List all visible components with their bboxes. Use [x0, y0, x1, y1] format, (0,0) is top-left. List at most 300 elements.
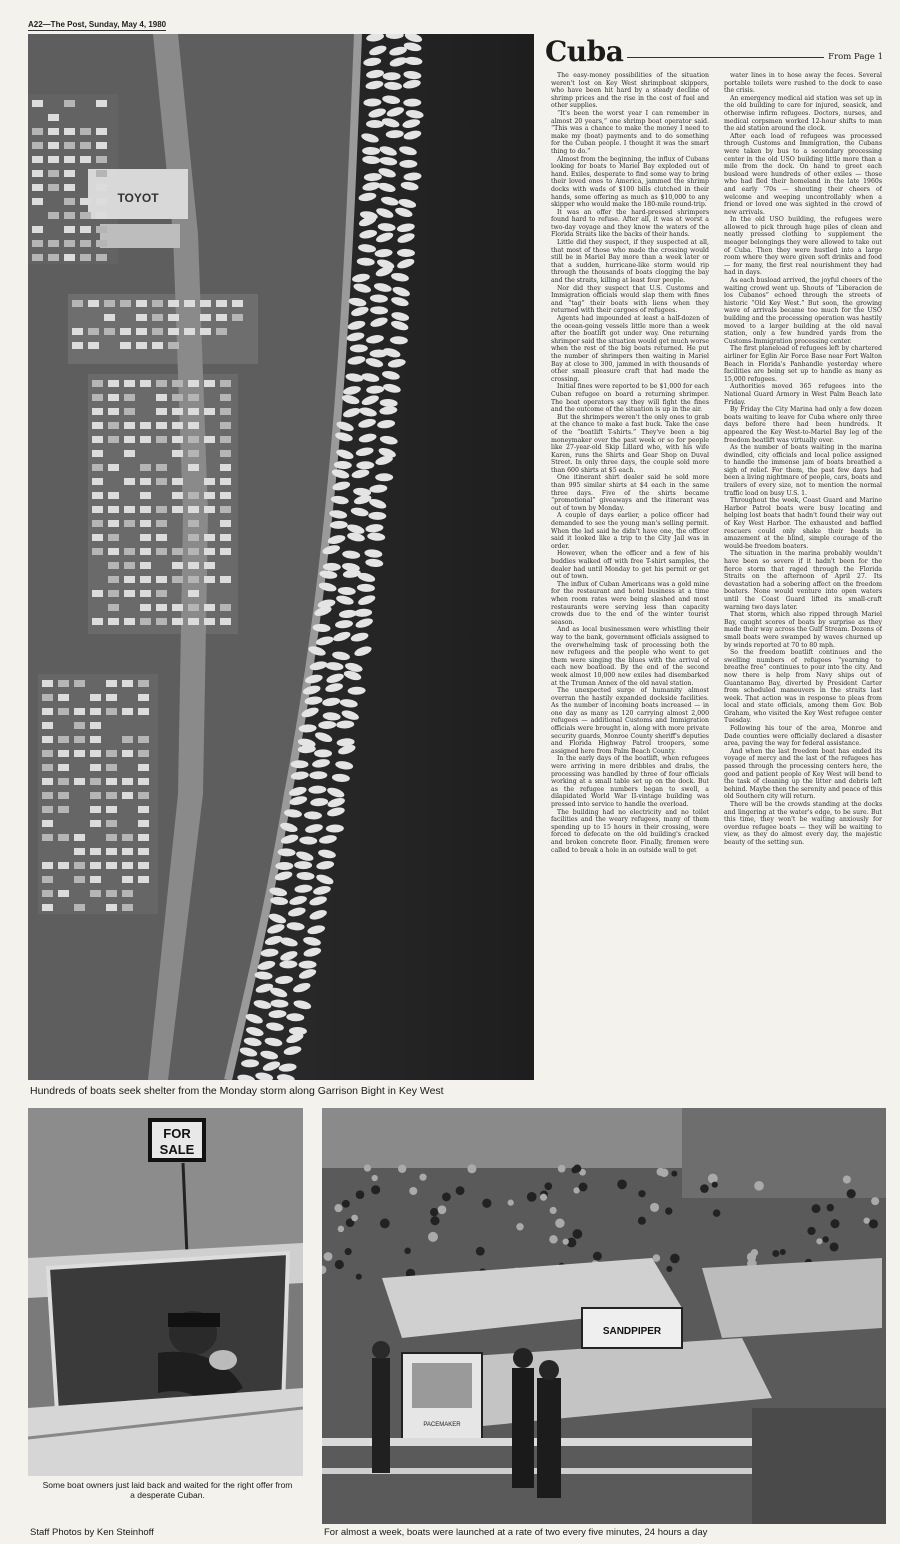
parked-car [90, 792, 101, 799]
parked-car [188, 604, 199, 611]
parked-car [172, 450, 183, 457]
parked-car [90, 750, 101, 757]
parked-car [140, 506, 151, 513]
crowd-person [342, 1200, 350, 1208]
folio-line: A22—The Post, Sunday, May 4, 1980 [28, 20, 167, 29]
article-paragraph: Throughout the week, Coast Guard and Marine Harbor Patrol boats were busy locating and helping lost boats that hadn't found their way out of Key West Harbor. The exhausted and baffled rescuers could only shake their heads in amazement at the blind, simple courage of the would-be freedom boaters. [724, 497, 882, 550]
parked-car [204, 478, 215, 485]
parked-car [74, 862, 85, 869]
article-paragraph: So the freedom boatlift continues and the swelling numbers of refugees “yearning to breathe free” continues to pour into the city. And now there is help from Navy ships out of Guantanamo Bay, diverted by President Carter from scheduled maneuvers in the straits last week. That action was in response to pleas from local and state officials, among them Gov. Bob Graham, who visited the Key West refugee center Tuesday. [724, 649, 882, 725]
parked-car [124, 408, 135, 415]
parked-car [58, 890, 69, 897]
parked-car [120, 300, 131, 307]
article-paragraph: Almost from the beginning, the influx of Cubans looking for boats to Mariel Bay exploded out of hand. Exiles, desperate to find some way to bring their loved ones to America, jammed the shrimp docks with wads of $100 bills clutched in their hands, some offering as much as $10,000 to any skipper who would make the 180-mile round-trip. [551, 155, 709, 209]
crowd-person [713, 1209, 721, 1217]
article-paragraph: A couple of days earlier, a police officer had demanded to see the young man's selling permit. When the lad said he didn't have one, the officer said it looked like a trip to the City Jail was in order. [551, 512, 709, 550]
parked-car [168, 342, 179, 349]
parked-car [188, 534, 199, 541]
parked-car [138, 876, 149, 883]
parked-car [124, 618, 135, 625]
article-paragraph: And when the last freedom boat has ended its voyage of mercy and the last of the refugees has passed through the processing centers here, the good and patient people of Key West will bend to the task of cleaning up the litter and debris left behind. Maybe then the serenity and peace of this old Southern city will return. [724, 747, 882, 801]
crowd-person [371, 1185, 380, 1194]
parked-car [90, 890, 101, 897]
parked-car [140, 534, 151, 541]
parked-car [204, 436, 215, 443]
crowd-person [555, 1218, 564, 1227]
parked-car [32, 170, 43, 177]
parked-car [48, 142, 59, 149]
headline-row [545, 30, 883, 66]
parked-car [108, 408, 119, 415]
parked-car [156, 548, 167, 555]
parked-car [42, 694, 53, 701]
parked-car [136, 300, 147, 307]
crowd-person [666, 1266, 672, 1272]
parked-car [188, 618, 199, 625]
parked-car [172, 604, 183, 611]
parked-car [64, 100, 75, 107]
article-paragraph: One itinerant shirt dealer said he sold more than 995 similar shirts at $4 each in the same three days. Five of the shirts became “promotional” giveaways and the itinerant was out of town by Monday. [551, 474, 709, 512]
article-paragraph: The easy-money possibilities of the situation weren't lost on Key West shrimpboat skippers, who have been hit hard by a steady decline of shrimp prices and the rise in the cost of fuel and other supplies. [551, 72, 709, 110]
for-sale-sign-line-2: SALE [159, 1142, 195, 1157]
parked-car [106, 890, 117, 897]
crowd-person [593, 1252, 602, 1261]
parked-car [124, 436, 135, 443]
crowd-person [351, 1215, 358, 1222]
article-paragraph: And as local businessmen were whistling their way to the bank, government officials assigned to the overwhelming task of processing both the new refugees and the people who went to get them were singing the blues with the arrival of each new boatload. By the end of the second week almost 10,000 new exiles had disembarked at the Truman Annex of the old naval station. [551, 626, 709, 687]
parked-car [74, 750, 85, 757]
crowd-person [812, 1204, 821, 1213]
parked-car [140, 548, 151, 555]
parked-car [42, 820, 53, 827]
parked-car [108, 464, 119, 471]
parked-car [156, 408, 167, 415]
parked-car [106, 708, 117, 715]
parked-car [172, 576, 183, 583]
crowd-person [780, 1249, 786, 1255]
article-paragraph: But the shrimpers weren't the only ones to grab at the chance to make a fast buck. Take the case of the “boatlift T-shirts.” They've been a big moneymaker over the past week or so for people like 27-year-old Skip Lillard who, with his wife Karen, runs the Shirts and Gear Shop on Duval Street. In only three days, the couple sold more than 600 shirts at $5 each. [551, 413, 709, 474]
parked-car [74, 708, 85, 715]
parked-car [58, 708, 69, 715]
crowd-person [438, 1205, 447, 1214]
parked-car [58, 680, 69, 687]
parked-car [96, 142, 107, 149]
parked-car [90, 778, 101, 785]
parked-car [204, 408, 215, 415]
boat-launch-photo [322, 1108, 886, 1524]
parked-car [188, 506, 199, 513]
parked-car [108, 534, 119, 541]
parked-car [90, 694, 101, 701]
parked-car [188, 450, 199, 457]
parked-car [122, 736, 133, 743]
parked-car [140, 562, 151, 569]
crowd-person [638, 1217, 646, 1225]
parked-car [172, 492, 183, 499]
aerial-caption: Hundreds of boats seek shelter from the Monday storm along Garrison Bight in Key West [30, 1085, 444, 1097]
parked-car [220, 492, 231, 499]
parked-car [42, 722, 53, 729]
parked-car [124, 422, 135, 429]
parked-car [232, 314, 243, 321]
parked-car [168, 328, 179, 335]
parked-car [156, 534, 167, 541]
parked-car [32, 142, 43, 149]
parked-car [92, 436, 103, 443]
parked-car [108, 618, 119, 625]
parked-car [96, 198, 107, 205]
parked-car [138, 750, 149, 757]
parked-car [188, 492, 199, 499]
parked-car [152, 314, 163, 321]
parked-car [58, 792, 69, 799]
parked-car [64, 212, 75, 219]
parked-car [220, 408, 231, 415]
parked-car [80, 226, 91, 233]
parked-car [92, 548, 103, 555]
parked-car [80, 142, 91, 149]
parked-car [188, 436, 199, 443]
parked-car [106, 694, 117, 701]
parked-car [108, 380, 119, 387]
parked-car [92, 394, 103, 401]
parked-car [188, 562, 199, 569]
parked-car [220, 604, 231, 611]
crowd-person [442, 1193, 451, 1202]
parked-car [122, 848, 133, 855]
parked-car [138, 694, 149, 701]
parked-car [90, 736, 101, 743]
parked-car [124, 548, 135, 555]
parked-car [138, 848, 149, 855]
crowd-person [772, 1250, 779, 1257]
parked-car [104, 328, 115, 335]
parked-car [88, 342, 99, 349]
parked-car [220, 520, 231, 527]
parked-car [92, 534, 103, 541]
parked-car [220, 422, 231, 429]
boat-launch-illustration [322, 1108, 886, 1524]
crowd-person [843, 1175, 851, 1183]
parked-car [92, 464, 103, 471]
headline-rule [627, 57, 824, 58]
parked-car [74, 778, 85, 785]
parked-car [220, 534, 231, 541]
parked-car [74, 904, 85, 911]
parked-car [122, 862, 133, 869]
parked-car [32, 156, 43, 163]
parked-car [64, 142, 75, 149]
parked-car [96, 170, 107, 177]
crowd-person [430, 1208, 438, 1216]
parked-car [120, 342, 131, 349]
parked-car [172, 422, 183, 429]
parked-car [74, 722, 85, 729]
parked-car [32, 100, 43, 107]
parked-car [172, 408, 183, 415]
parked-car [216, 314, 227, 321]
boat-owner-illustration [28, 1108, 303, 1476]
parked-car [104, 300, 115, 307]
parked-car [122, 680, 133, 687]
parked-car [90, 876, 101, 883]
article-paragraph: An emergency medical aid station was set up in the old building to care for injured, seasick, and otherwise infirm refugees. Doctors, nurses, and medical corpsmen worked 12-hour shifts to man the aid station around the clock. [724, 94, 882, 133]
crowd-person [558, 1165, 566, 1173]
crowd-person [822, 1236, 828, 1242]
parked-car [64, 128, 75, 135]
parked-car [138, 736, 149, 743]
aerial-photo [28, 34, 534, 1080]
parked-car [220, 394, 231, 401]
parked-car [72, 342, 83, 349]
parked-car [106, 834, 117, 841]
article-paragraph: The building had no electricity and no toilet facilities and the weary refugees, many of them spending up to 15 hours in their crossing, were forced to defecate on the old building's cracked and broken concrete floor. Finally, firemen were called to break a hole in an outside wall to get [551, 808, 709, 854]
parked-car [124, 380, 135, 387]
article-paragraph: In the early days of the boatlift, when refugees were arriving in mere dribbles and drabs, the processing was handled by three of four officials working at a small table set up on the dock. But as the refugee numbers began to swell, a dilapidated World War II-vintage building was pressed into service to handle the overload. [551, 755, 709, 808]
parked-car [106, 750, 117, 757]
crowd-person [653, 1254, 661, 1262]
parked-car [90, 722, 101, 729]
parked-car [204, 576, 215, 583]
parked-car [90, 764, 101, 771]
parked-car [122, 904, 133, 911]
parked-car [122, 708, 133, 715]
parked-car [48, 254, 59, 261]
parked-car [108, 576, 119, 583]
parked-car [80, 212, 91, 219]
docked-boat [275, 862, 293, 870]
article-paragraph: The situation in the marina probably wouldn't have been so severe if it hadn't been for the fierce storm that raged through the Florida Straits on the afternoon of April 27. Its devastation had a sobering affect on the freedom boaters. None would venture into open waters until the Coast Guard lifted its small-craft warning two days later. [724, 550, 882, 611]
parked-car [64, 254, 75, 261]
parked-car [90, 820, 101, 827]
parked-car [108, 422, 119, 429]
parked-car [108, 604, 119, 611]
parked-car [138, 820, 149, 827]
parked-car [88, 300, 99, 307]
parked-car [90, 806, 101, 813]
parked-car [200, 314, 211, 321]
parked-car [108, 590, 119, 597]
crowd-person [334, 1204, 342, 1212]
crowd-person [638, 1190, 645, 1197]
parked-car [220, 380, 231, 387]
crowd-person [482, 1199, 491, 1208]
article-paragraph: In the old USO building, the refugees were allowed to pick through huge piles of clean and neatly pressed clothing to supplement the meager belongings they were allowed to take out of Cuba. Then they were hustled into a large room where they were given soft drinks and food — for many, the first real nourishment they had had in days. [724, 216, 882, 277]
parked-car [122, 876, 133, 883]
parked-car [216, 300, 227, 307]
article-paragraph: There will be the crowds standing at the docks and lingering at the water's edge, to be sure. But this time, they won't be waiting anxiously for overdue refugee boats — they will be waiting to view, as they do almost every day, the majestic beauty of the setting sun. [724, 801, 882, 846]
parked-car [106, 848, 117, 855]
parked-car [156, 394, 167, 401]
parked-car [122, 750, 133, 757]
parked-car [188, 422, 199, 429]
parked-car [200, 328, 211, 335]
parked-car [42, 876, 53, 883]
parked-car [138, 708, 149, 715]
parked-car [108, 394, 119, 401]
parked-car [32, 254, 43, 261]
parked-car [92, 422, 103, 429]
parked-car [58, 862, 69, 869]
parked-car [96, 100, 107, 107]
parked-car [188, 548, 199, 555]
parked-car [96, 128, 107, 135]
parked-car [92, 408, 103, 415]
parked-car [124, 520, 135, 527]
article-paragraph: That storm, which also ripped through Mariel Bay, caught scores of boats by surprise as they made their way across the Gulf Stream. Dozens of small boats were swamped by waves churned up by winds reported at 70 to 80 mph. [724, 611, 882, 649]
crowd-person [869, 1219, 878, 1228]
crowd-person [708, 1174, 718, 1184]
crowd-person [364, 1164, 371, 1171]
parked-car [152, 300, 163, 307]
parked-car [32, 240, 43, 247]
crowd-person [380, 1219, 390, 1229]
parked-car [172, 380, 183, 387]
crowd-person [398, 1165, 406, 1173]
parked-car [204, 548, 215, 555]
article-paragraph: “It's been the worst year I can remember in almost 20 years,” one shrimp boat operator said. “This was a chance to make the money I need to make my (boat) payments and to do something for the Cuban people. I thought it was the smart thing to do.” [551, 109, 709, 155]
parked-car [42, 890, 53, 897]
parked-car [138, 792, 149, 799]
parked-car [120, 328, 131, 335]
jump-line: From Page 1 [828, 52, 883, 62]
parked-car [204, 618, 215, 625]
parked-car [156, 618, 167, 625]
parked-car [220, 436, 231, 443]
parked-car [172, 548, 183, 555]
parked-car [188, 408, 199, 415]
parked-car [92, 618, 103, 625]
parked-car [80, 240, 91, 247]
parked-car [74, 876, 85, 883]
parked-car [108, 506, 119, 513]
parked-car [156, 422, 167, 429]
parked-car [124, 576, 135, 583]
crowd-person [847, 1189, 856, 1198]
crowd-person [476, 1247, 485, 1256]
parked-car [168, 300, 179, 307]
crowd-person [871, 1197, 879, 1205]
parked-car [200, 300, 211, 307]
parked-car [42, 680, 53, 687]
photo-credit: Staff Photos by Ken Steinhoff [30, 1527, 154, 1538]
article-paragraph: The unexpected surge of humanity almost overran the hastily expanded dockside facilities. As the number of incoming boats increased — in one day as many as 120 carrying almost 2,000 refugees — additional Customs and Immigration officials were brought in, along with more private security guards, Monroe County sheriff's deputies and Florida Highway Patrol troopers, some assigned here from Palm Beach County. [551, 687, 709, 755]
crowd-person [751, 1249, 758, 1256]
parked-car [48, 128, 59, 135]
parked-car [220, 506, 231, 513]
parked-car [122, 778, 133, 785]
parked-car [168, 314, 179, 321]
crowd-person [671, 1171, 677, 1177]
parked-car [108, 520, 119, 527]
parked-car [48, 240, 59, 247]
parked-car [220, 618, 231, 625]
parked-car [58, 764, 69, 771]
article-paragraph: The first planeload of refugees left by chartered airliner for Eglin Air Force Base near Fort Walton Beach in Florida's Panhandle yesterday where facilities are being set up to handle as many as 15,000 refugees. [724, 345, 882, 383]
parked-car [188, 464, 199, 471]
parked-car [90, 862, 101, 869]
parked-car [92, 506, 103, 513]
parked-car [106, 680, 117, 687]
article-paragraph: By Friday the City Marina had only a few dozen boats waiting to leave for Cuba where only three days before there had been hundreds. It appeared the Key West-to-Mariel Bay leg of the freedom boatlift was virtually over. [724, 406, 882, 444]
parked-car [96, 240, 107, 247]
crowd-person [527, 1192, 537, 1202]
parked-car [138, 862, 149, 869]
article-column-2 [724, 72, 882, 1092]
parked-car [48, 156, 59, 163]
parked-car [92, 450, 103, 457]
crowd-person [573, 1187, 579, 1193]
aerial-photo-illustration [28, 34, 534, 1080]
parked-car [124, 450, 135, 457]
parked-car [140, 604, 151, 611]
parked-car [58, 834, 69, 841]
crowd-person [544, 1182, 552, 1190]
parked-car [140, 464, 151, 471]
crowd-person [356, 1274, 362, 1280]
parked-car [42, 708, 53, 715]
parked-car [156, 380, 167, 387]
for-sale-sign-line-1: FOR [163, 1126, 191, 1141]
parked-car [72, 300, 83, 307]
parked-car [42, 750, 53, 757]
parked-car [64, 170, 75, 177]
parked-car [96, 254, 107, 261]
parked-car [188, 394, 199, 401]
parked-car [92, 520, 103, 527]
crowd-person [712, 1182, 718, 1188]
article-column-1 [551, 72, 709, 1092]
parked-car [96, 156, 107, 163]
parked-car [122, 834, 133, 841]
crowd-person [428, 1232, 438, 1242]
parked-car [92, 492, 103, 499]
parked-car [152, 328, 163, 335]
parked-car [96, 226, 107, 233]
parked-car [88, 328, 99, 335]
pacemaker-label: PACEMAKER [423, 1422, 461, 1428]
parked-car [204, 534, 215, 541]
parked-car [42, 778, 53, 785]
parked-car [156, 436, 167, 443]
parked-car [140, 576, 151, 583]
parked-car [156, 464, 167, 471]
parked-car [156, 520, 167, 527]
parked-car [188, 576, 199, 583]
parked-car [106, 778, 117, 785]
parked-car [48, 114, 59, 121]
parked-car [136, 314, 147, 321]
crowd-person [508, 1200, 514, 1206]
parked-car [122, 890, 133, 897]
parked-car [124, 562, 135, 569]
parked-car [32, 198, 43, 205]
crowd-person [700, 1184, 709, 1193]
parked-car [124, 506, 135, 513]
parked-car [220, 478, 231, 485]
parked-car [92, 478, 103, 485]
parked-car [140, 590, 151, 597]
parked-car [64, 240, 75, 247]
parked-car [156, 576, 167, 583]
parked-car [216, 328, 227, 335]
crowd-person [807, 1227, 815, 1235]
crowd-person [345, 1248, 352, 1255]
parked-car [184, 300, 195, 307]
headline: Cuba [545, 35, 624, 68]
parked-car [204, 604, 215, 611]
crowd-person [670, 1254, 680, 1264]
